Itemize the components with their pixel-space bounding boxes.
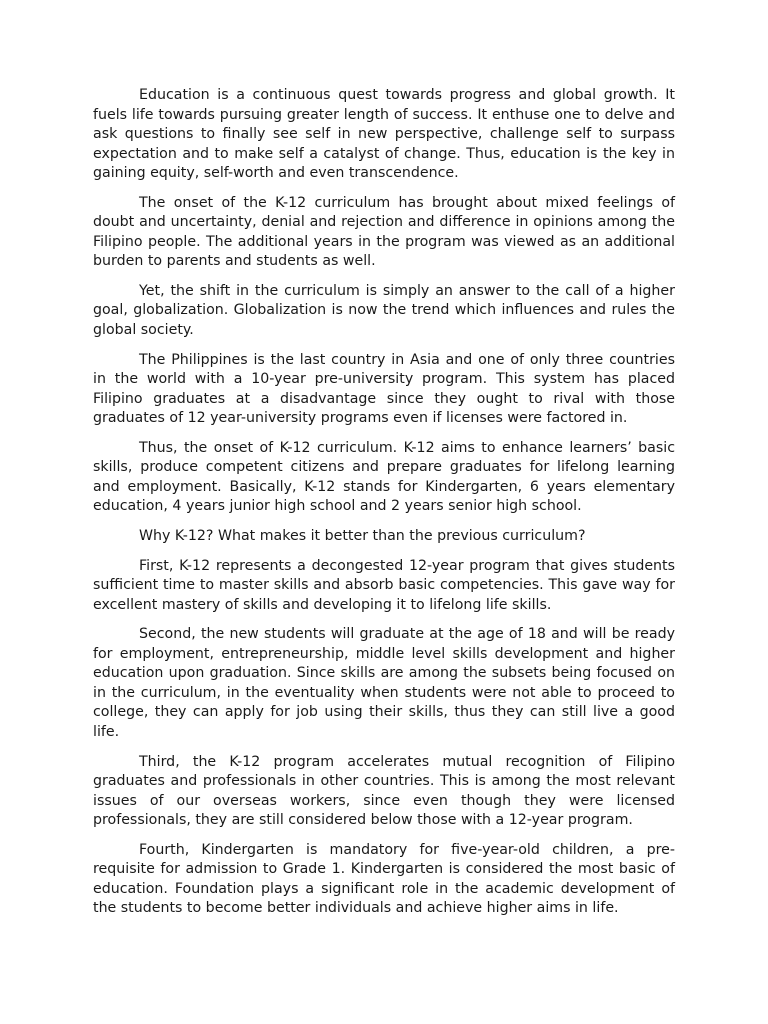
paragraph-philippines-context: The Philippines is the last country in Asia and one of only three countries in the world with a 10-year pre-university program. This system has placed Filipino graduates at a disadvantage since they ought to rival with those graduates of 12 year-university programs even if licenses were factored in.: [93, 351, 675, 427]
paragraph-second-reason: Second, the new students will graduate at the age of 18 and will be ready for employment, entrepreneurship, middle level skills development and higher education upon graduation. Since skills are among the subsets being focused on in the curriculum, in the eventuality when students were not able to proceed to college, they can apply for job using their skills, thus they can still live a good life.: [93, 626, 675, 740]
paragraph-first-reason: First, K-12 represents a decongested 12-year program that gives students sufficient time to master skills and absorb basic competencies. This gave way for excellent mastery of skills and developing it to lifelong life skills.: [93, 557, 675, 613]
paragraph-why-k12: Why K-12? What makes it better than the previous curriculum?: [139, 527, 586, 544]
paragraph-k12-aims: Thus, the onset of K-12 curriculum. K-12 aims to enhance learners’ basic skills, produce competent citizens and prepare graduates for lifelong learning and employment. Basically, K-12 stands for Kindergarten, 6 years elementary education, 4 years junior high school and 2 years senior high school.: [93, 439, 675, 515]
paragraph-fourth-reason: Fourth, Kindergarten is mandatory for five-year-old children, a pre-requisite for admission to Grade 1. Kindergarten is considered the most basic of education. Foundation plays a significant role in the academic development of the students to become better individuals and achieve higher aims in life.: [93, 841, 675, 917]
paragraph-third-reason: Third, the K-12 program accelerates mutual recognition of Filipino graduates and professionals in other countries. This is among the most relevant issues of our overseas workers, since even though they were licensed professionals, they are still considered below those with a 12-year program.: [93, 753, 675, 828]
paragraph-k12-onset: The onset of the K-12 curriculum has brought about mixed feelings of doubt and uncertainty, denial and rejection and difference in opinions among the Filipino people. The additional years in the program was viewed as an additional burden to parents and students as well.: [93, 194, 675, 270]
paragraph-education-intro: Education is a continuous quest towards progress and global growth. It fuels life towards pursuing greater length of success. It enthuse one to delve and ask questions to finally see self in new perspective, challenge self to surpass expectation and to make self a catalyst of change. Thus, education is the key in gaining equity, self-worth and even transcendence.: [93, 87, 675, 181]
document-page: [93, 86, 675, 929]
paragraph-globalization: Yet, the shift in the curriculum is simply an answer to the call of a higher goal, globalization. Globalization is now the trend which influences and rules the global society.: [93, 282, 675, 338]
